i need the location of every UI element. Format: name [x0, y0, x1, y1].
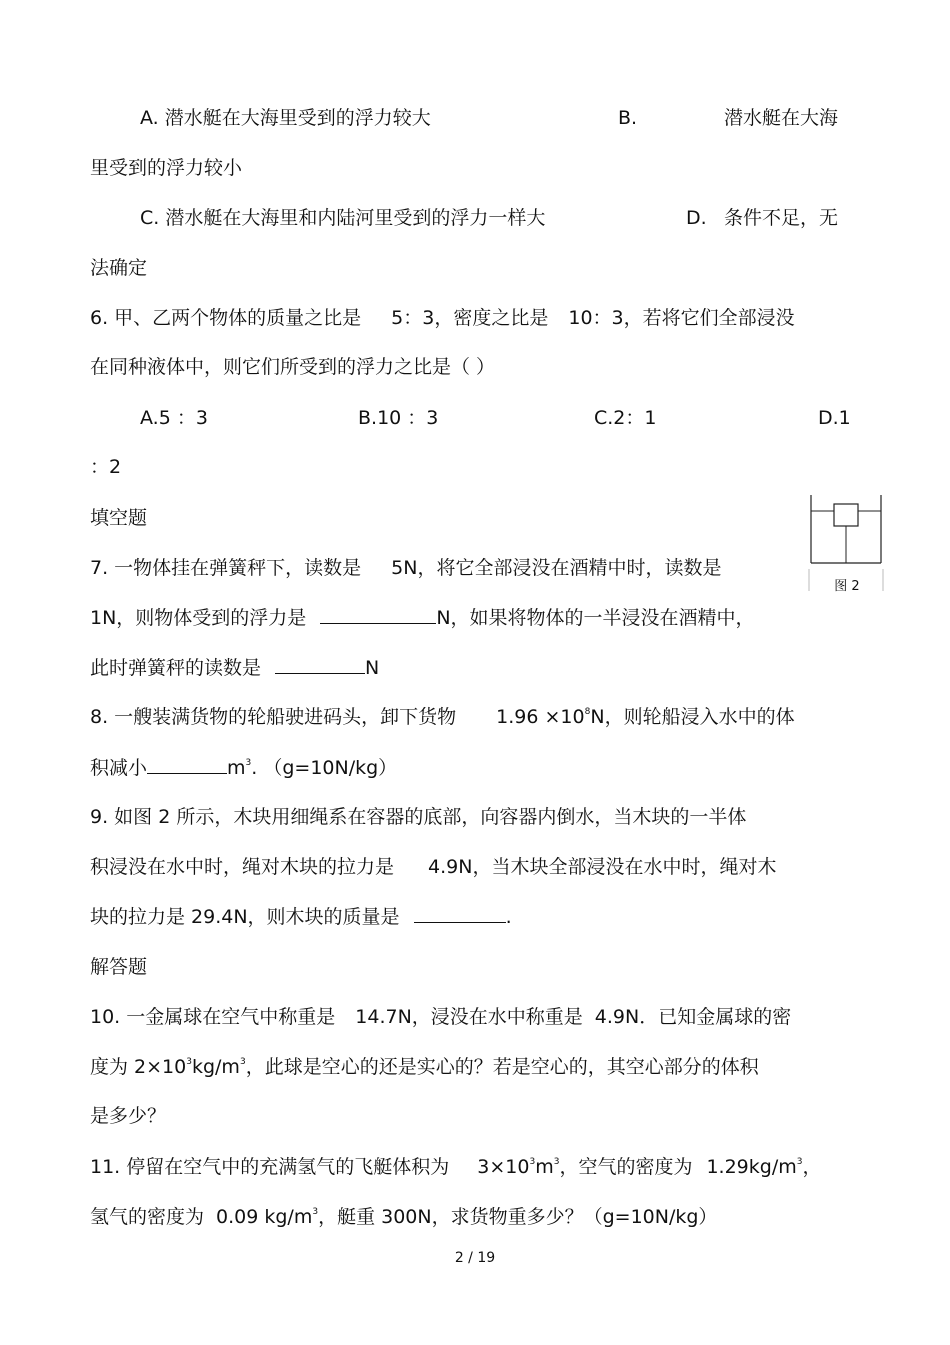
q8-stem-b: 1.96 ×10 — [496, 706, 585, 728]
q11-exponent-b: 3 — [553, 1157, 560, 1167]
q10-exponent-a: 3 — [186, 1057, 192, 1067]
q11-unit-a: m — [535, 1156, 554, 1178]
q6-line1 — [90, 306, 795, 330]
q11-stem-c: ，空气的密度为 — [559, 1156, 693, 1178]
q7-blank-2[interactable] — [275, 655, 365, 674]
q11-exponent-c: 3 — [796, 1157, 803, 1167]
q10-unit: kg/m — [191, 1056, 240, 1078]
q7-line2 — [90, 605, 755, 630]
q8-stem-a: 8. 一艘装满货物的轮船驶进码头，卸下货物 — [90, 706, 457, 728]
q6-option-a: A.5 ：3 — [140, 407, 208, 429]
figure-2-label: 图 2 — [834, 579, 860, 594]
q10-stem-a: 10. 一金属球在空气中称重是 — [90, 1006, 336, 1028]
q9-line2 — [90, 855, 776, 879]
q5-option-d-letter: D. — [686, 207, 707, 229]
q8-stem-e: . （g=10N/kg） — [251, 757, 398, 779]
q10-stem-c: 4.9N．已知金属球的密 — [594, 1006, 792, 1028]
q6-line2: 在同种液体中，则它们所受到的浮力之比是（ ） — [90, 356, 496, 378]
q7-line1 — [90, 556, 721, 580]
q6-stem-c: 10：3，若将它们全部浸没 — [568, 307, 795, 329]
q9-line1: 9. 如图 2 所示，木块用细绳系在容器的底部，向容器内倒水，当木块的一半体 — [90, 806, 747, 828]
q5-option-b-letter: B. — [618, 107, 638, 129]
q8-exponent-8: 8 — [584, 707, 591, 717]
q5-option-d-text-cont: 法确定 — [90, 257, 148, 279]
q11-stem-h: ，艇重 300N，求货物重多少？（g=10N/kg） — [318, 1206, 718, 1228]
q9-stem-d: . — [505, 906, 512, 928]
q8-stem-c: N，则轮船浸入水中的体 — [590, 706, 795, 728]
figure-2 — [808, 493, 886, 599]
q11-stem-f: 氢气的密度为 — [90, 1206, 205, 1228]
page-number: 2 / 19 — [454, 1250, 496, 1266]
q11-stem-b: 3×10 — [477, 1156, 530, 1178]
q11-stem-d: 1.29kg/m — [706, 1156, 797, 1178]
q11-stem-g: 0.09 kg/m — [216, 1206, 313, 1228]
q7-stem-d: N，如果将物体的一半浸没在酒精中， — [436, 607, 755, 629]
q9-stem-c: 块的拉力是 29.4N，则木块的质量是 — [90, 906, 400, 928]
q5-option-b-text-cont: 里受到的浮力较小 — [90, 157, 243, 179]
q5-option-d-text: 条件不足，无 — [724, 207, 839, 229]
q5-option-a: A. 潜水艇在大海里受到的浮力较大 — [140, 107, 431, 129]
q10-stem-b: 14.7N，浸没在水中称重是 — [355, 1006, 583, 1028]
q10-line2 — [90, 1055, 759, 1079]
q11-line1 — [90, 1155, 821, 1179]
q8-exponent-3: 3 — [245, 758, 252, 768]
q8-unit: m — [227, 757, 246, 779]
q6-option-d: D.1 — [818, 407, 851, 429]
q7-stem-f: N — [365, 657, 380, 679]
q7-stem-e: 此时弹簧秤的读数是 — [90, 657, 262, 679]
q7-stem-b: 5N，将它全部浸没在酒精中时，读数是 — [391, 557, 722, 579]
q11-stem-e: ， — [802, 1156, 822, 1178]
q11-stem-a: 11. 停留在空气中的充满氢气的飞艇体积为 — [90, 1156, 450, 1178]
q6-option-c: C.2：1 — [594, 407, 657, 429]
q6-option-d-cont: ：2 — [90, 456, 122, 478]
q5-option-c: C. 潜水艇在大海里和内陆河里受到的浮力一样大 — [140, 207, 546, 229]
q8-line1 — [90, 705, 795, 729]
q5-option-b-text: 潜水艇在大海 — [724, 107, 839, 129]
q9-stem-a: 积浸没在水中时，绳对木块的拉力是 — [90, 856, 395, 878]
q10-stem-d: 度为 2×10 — [90, 1056, 187, 1078]
q7-stem-c: 1N，则物体受到的浮力是 — [90, 607, 307, 629]
section-answer-title: 解答题 — [90, 956, 148, 978]
q7-blank-1[interactable] — [320, 605, 436, 624]
q9-line3 — [90, 904, 512, 929]
q9-stem-b: 4.9N，当木块全部浸没在水中时，绳对木 — [428, 856, 777, 878]
q11-exponent-d: 3 — [312, 1207, 319, 1217]
q10-line3: 是多少？ — [90, 1105, 167, 1127]
wood-block — [834, 504, 858, 526]
q6-option-b: B.10 ：3 — [358, 407, 439, 429]
q9-blank[interactable] — [414, 904, 506, 923]
section-fill-in-title: 填空题 — [90, 507, 148, 529]
q6-stem-a: 6. 甲、乙两个物体的质量之比是 — [90, 307, 362, 329]
q10-stem-e: ，此球是空心的还是实心的？若是空心的，其空心部分的体积 — [245, 1056, 759, 1078]
q8-line2 — [90, 755, 397, 780]
q10-exponent-b: 3 — [239, 1057, 246, 1067]
q10-line1 — [90, 1005, 791, 1029]
q7-stem-a: 7. 一物体挂在弹簧秤下，读数是 — [90, 557, 362, 579]
q11-exponent-a: 3 — [529, 1157, 536, 1167]
q11-line2 — [90, 1205, 717, 1229]
q6-stem-b: 5：3，密度之比是 — [391, 307, 549, 329]
q7-line3 — [90, 655, 379, 680]
q8-stem-d: 积减小 — [90, 757, 148, 779]
q8-blank[interactable] — [147, 755, 227, 774]
